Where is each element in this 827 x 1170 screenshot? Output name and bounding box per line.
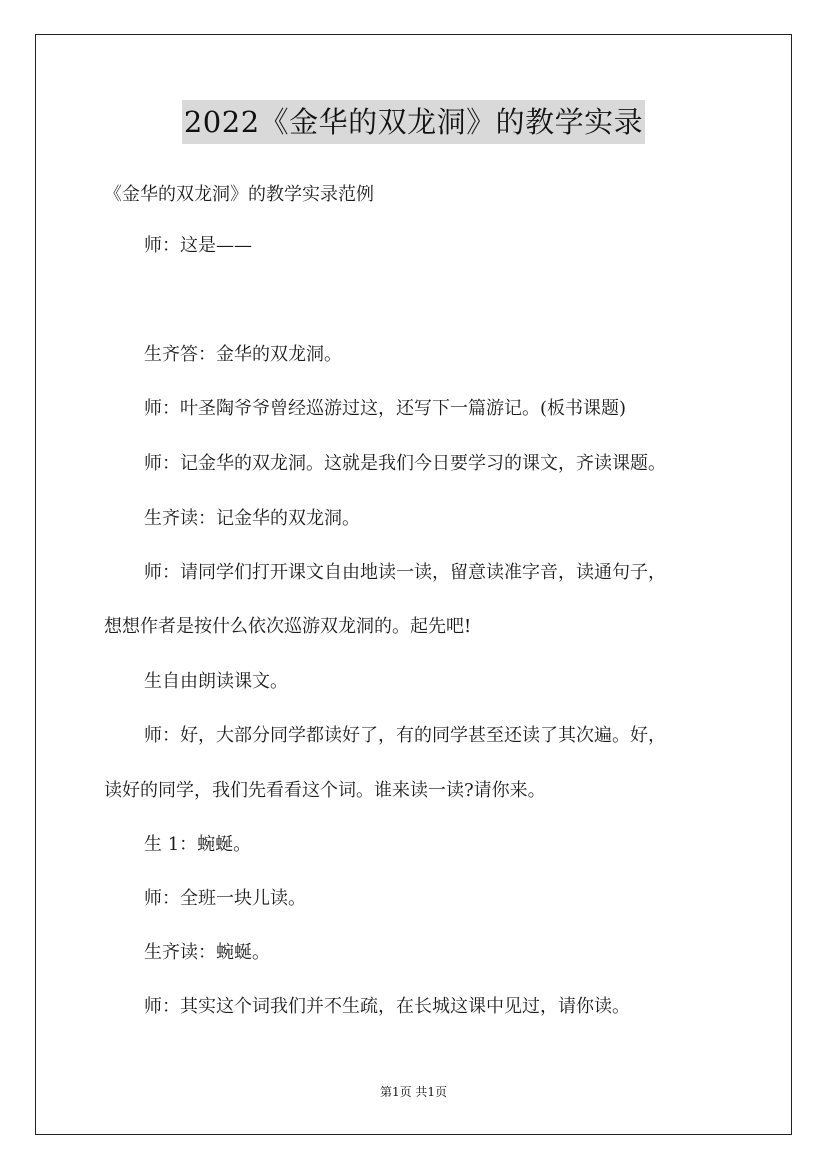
paragraph: 师：全班一块儿读。 xyxy=(144,888,306,909)
paragraph: 生 1：蜿蜒。 xyxy=(144,834,252,855)
paragraph: 师：请同学们打开课文自由地读一读，留意读准字音，读通句子， xyxy=(144,562,666,583)
paragraph: 师：其实这个词我们并不生疏，在长城这课中见过，请你读。 xyxy=(144,996,630,1017)
paragraph: 师：记金华的双龙洞。这就是我们今日要学习的课文，齐读课题。 xyxy=(144,453,666,474)
paragraph: 师：好，大部分同学都读好了，有的同学甚至还读了其次遍。好， xyxy=(144,725,666,746)
paragraph: 师：这是—— xyxy=(144,235,252,256)
document-title: 2022《金华的双龙洞》的教学实录 xyxy=(182,100,645,144)
title-container xyxy=(0,100,827,144)
paragraph-subtitle: 《金华的双龙洞》的教学实录范例 xyxy=(104,184,374,205)
paragraph: 生齐读：蜿蜒。 xyxy=(144,942,270,963)
paragraph-continuation: 想想作者是按什么依次巡游双龙洞的。起先吧! xyxy=(104,616,472,637)
page-footer: 第1页 共1页 xyxy=(379,1085,448,1099)
paragraph: 生齐答：金华的双龙洞。 xyxy=(144,344,342,365)
paragraph-continuation: 读好的同学，我们先看看这个词。谁来读一读?请你来。 xyxy=(104,780,546,801)
paragraph: 师：叶圣陶爷爷曾经巡游过这，还写下一篇游记。(板书课题) xyxy=(144,398,627,419)
paragraph: 生自由朗读课文。 xyxy=(144,671,288,692)
paragraph: 生齐读：记金华的双龙洞。 xyxy=(144,508,360,529)
